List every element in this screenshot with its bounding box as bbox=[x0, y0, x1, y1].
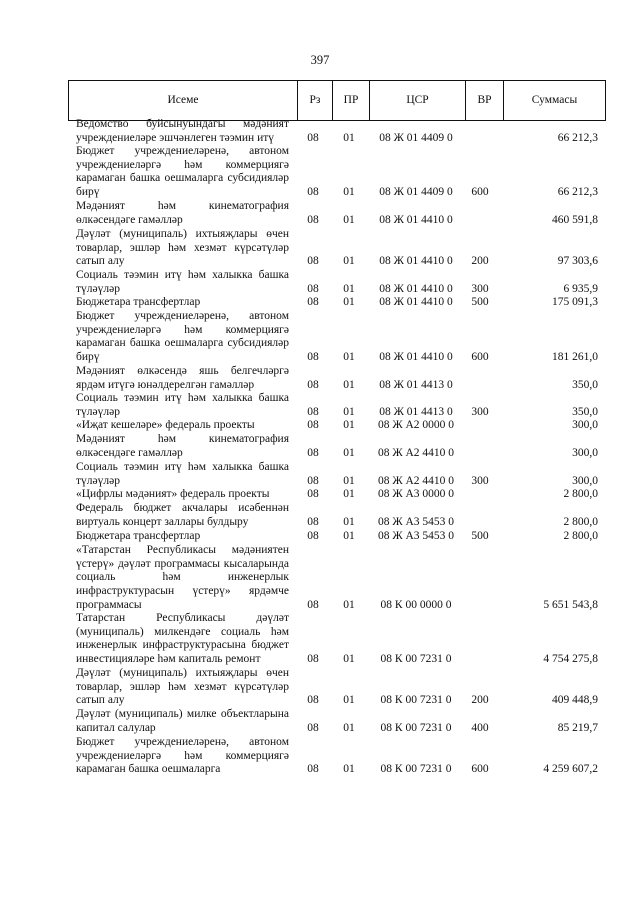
row-pr: 01 bbox=[343, 763, 355, 776]
row-vr: 600 bbox=[471, 186, 489, 199]
row-rz: 08 bbox=[307, 419, 319, 431]
row-pr: 01 bbox=[343, 378, 355, 391]
row-rz: 08 bbox=[307, 405, 319, 418]
row-rz: 08 bbox=[307, 186, 319, 199]
row-pr: 01 bbox=[343, 694, 355, 707]
row-rz: 08 bbox=[307, 474, 319, 487]
row-vr: 500 bbox=[471, 530, 489, 542]
row-csr: 08 Ж А3 0000 0 bbox=[377, 488, 455, 500]
row-sum: 350,0 bbox=[572, 378, 598, 391]
row-vr: 300 bbox=[471, 405, 489, 418]
row-sum: 181 261,0 bbox=[552, 351, 598, 364]
row-csr: 08 Ж 01 4410 0 bbox=[379, 351, 453, 364]
row-vr: 400 bbox=[471, 721, 489, 734]
row-name: Социаль тәэмин итү һәм халыкка башка түләүләр bbox=[76, 392, 289, 418]
row-sum: 97 303,6 bbox=[557, 255, 598, 268]
row-csr: 08 Ж 01 4410 0 bbox=[379, 213, 453, 226]
page-number: 397 bbox=[310, 53, 330, 67]
row-csr: 08 Ж А2 0000 0 bbox=[377, 419, 455, 431]
row-csr: 08 Ж А3 5453 0 bbox=[377, 515, 455, 528]
row-sum: 6 935,9 bbox=[563, 282, 598, 295]
row-name: Татарстан Республикасы дәүләт (муниципаль) милкендәге социаль һәм инженерлык инфраструктурасына бюджет инвестицияләре һәм капиталь ремонт bbox=[76, 612, 289, 666]
row-rz: 08 bbox=[307, 694, 319, 707]
row-csr: 08 Ж А2 4410 0 bbox=[377, 446, 455, 459]
row-pr: 01 bbox=[343, 721, 355, 734]
row-rz: 08 bbox=[307, 351, 319, 364]
row-name: Социаль тәэмин итү һәм халыкка башка түләүләр bbox=[76, 269, 289, 295]
row-name: Социаль тәэмин итү һәм халыкка башка түләүләр bbox=[76, 461, 289, 487]
row-rz: 08 bbox=[307, 721, 319, 734]
row-rz: 08 bbox=[307, 282, 319, 295]
row-name: Дәүләт (муниципаль) милке объектларына капитал салулар bbox=[76, 708, 289, 734]
row-name: Бюджетара трансфертлар bbox=[76, 296, 201, 308]
row-rz: 08 bbox=[307, 530, 319, 542]
row-name: Мәдәният һәм кинематография өлкәсендәге гамәлләр bbox=[76, 200, 289, 226]
row-name: Мәдәният һәм кинематография өлкәсендәге гамәлләр bbox=[76, 433, 289, 459]
row-pr: 01 bbox=[343, 419, 355, 431]
row-csr: 08 Ж 01 4409 0 bbox=[379, 131, 453, 144]
row-pr: 01 bbox=[343, 653, 355, 666]
row-vr: 200 bbox=[471, 694, 489, 707]
row-sum: 300,0 bbox=[572, 474, 598, 487]
row-pr: 01 bbox=[343, 405, 355, 418]
row-rz: 08 bbox=[307, 598, 319, 611]
header-pr: ПР bbox=[333, 81, 370, 120]
row-rz: 08 bbox=[307, 131, 319, 144]
row-vr: 300 bbox=[471, 474, 489, 487]
row-pr: 01 bbox=[343, 474, 355, 487]
row-sum: 2 800,0 bbox=[563, 530, 598, 542]
row-name: Ведомство буйсынуындагы мәдәният учреждениеләре эшчәнлеген тәэмин итү bbox=[76, 118, 289, 144]
row-name: «Цифрлы мәдәният» федераль проекты bbox=[76, 488, 270, 500]
row-pr: 01 bbox=[343, 186, 355, 199]
row-sum: 2 800,0 bbox=[563, 488, 598, 500]
row-name: Бюджетара трансфертлар bbox=[76, 530, 201, 542]
row-csr: 08 К 00 7231 0 bbox=[380, 763, 452, 776]
row-pr: 01 bbox=[343, 446, 355, 459]
header-vr: ВР bbox=[466, 81, 504, 120]
row-pr: 01 bbox=[343, 131, 355, 144]
header-sum: Суммасы bbox=[531, 94, 578, 106]
row-sum: 300,0 bbox=[572, 419, 598, 431]
row-rz: 08 bbox=[307, 446, 319, 459]
row-rz: 08 bbox=[307, 763, 319, 776]
row-pr: 01 bbox=[343, 488, 355, 500]
row-csr: 08 Ж 01 4413 0 bbox=[379, 378, 453, 391]
row-sum: 66 212,3 bbox=[557, 131, 598, 144]
row-name: Дәүләт (муниципаль) ихтыяҗлары өчен товарлар, эшләр һәм хезмәт күрсәтүләр сатып алу bbox=[76, 228, 289, 268]
row-pr: 01 bbox=[343, 296, 355, 308]
table-header bbox=[68, 80, 606, 121]
row-csr: 08 Ж 01 4410 0 bbox=[379, 255, 453, 268]
row-pr: 01 bbox=[343, 598, 355, 611]
row-sum: 300,0 bbox=[572, 446, 598, 459]
row-rz: 08 bbox=[307, 296, 319, 308]
row-pr: 01 bbox=[343, 351, 355, 364]
row-pr: 01 bbox=[343, 213, 355, 226]
row-sum: 409 448,9 bbox=[552, 694, 598, 707]
row-name: Дәүләт (муниципаль) ихтыяҗлары өчен товарлар, эшләр һәм хезмәт күрсәтүләр сатып алу bbox=[76, 667, 289, 707]
row-csr: 08 К 00 7231 0 bbox=[380, 694, 452, 707]
row-sum: 85 219,7 bbox=[557, 721, 598, 734]
row-name: Федераль бюджет акчалары исәбеннән виртуаль концерт заллары булдыру bbox=[76, 502, 289, 528]
row-pr: 01 bbox=[343, 282, 355, 295]
row-vr: 500 bbox=[471, 296, 489, 308]
row-sum: 5 651 543,8 bbox=[543, 598, 598, 611]
row-sum: 175 091,3 bbox=[552, 296, 598, 308]
row-vr: 200 bbox=[471, 255, 489, 268]
row-rz: 08 bbox=[307, 515, 319, 528]
row-csr: 08 Ж 01 4413 0 bbox=[379, 405, 453, 418]
row-vr: 600 bbox=[471, 763, 489, 776]
row-vr: 300 bbox=[471, 282, 489, 295]
row-pr: 01 bbox=[343, 515, 355, 528]
row-sum: 66 212,3 bbox=[557, 186, 598, 199]
row-rz: 08 bbox=[307, 378, 319, 391]
row-csr: 08 Ж 01 4409 0 bbox=[379, 186, 453, 199]
row-pr: 01 bbox=[343, 255, 355, 268]
row-csr: 08 Ж 01 4410 0 bbox=[379, 296, 453, 308]
row-rz: 08 bbox=[307, 653, 319, 666]
row-name: Бюджет учреждениеләренә, автоном учреждениеләргә һәм коммерциягә карамаган башка оешмаларга субсидияләр бирү bbox=[76, 310, 289, 364]
row-name: Бюджет учреждениеләренә, автоном учреждениеләргә һәм коммерциягә карамаган башка оешмаларга субсидияләр бирү bbox=[76, 145, 289, 199]
row-sum: 4 754 275,8 bbox=[543, 653, 598, 666]
row-sum: 460 591,8 bbox=[552, 213, 598, 226]
row-csr: 08 Ж 01 4410 0 bbox=[379, 282, 453, 295]
row-name: «Татарстан Республикасы мәдәниятен үстерү» дәүләт программасы кысаларында социаль һәм инженерлык инфраструктурасын үстерү» ярдәмче программасы bbox=[76, 544, 289, 611]
row-csr: 08 Ж А2 4410 0 bbox=[377, 474, 455, 487]
row-name: «Иҗат кешеләре» федераль проекты bbox=[76, 419, 255, 431]
header-csr: ЦСР bbox=[370, 81, 466, 120]
row-name: Бюджет учреждениеләренә, автоном учреждениеләргә һәм коммерциягә карамаган башка оешмаларга bbox=[76, 736, 289, 776]
row-sum: 350,0 bbox=[572, 405, 598, 418]
row-rz: 08 bbox=[307, 488, 319, 500]
row-rz: 08 bbox=[307, 255, 319, 268]
row-csr: 08 К 00 7231 0 bbox=[380, 653, 452, 666]
row-vr: 600 bbox=[471, 351, 489, 364]
header-name: Исеме bbox=[69, 81, 298, 120]
row-name: Мәдәният өлкәсендә яшь белгечләргә ярдәм итүгә юнәлдерелгән гамәлләр bbox=[76, 365, 289, 391]
row-rz: 08 bbox=[307, 213, 319, 226]
row-sum: 2 800,0 bbox=[563, 515, 598, 528]
row-csr: 08 Ж А3 5453 0 bbox=[377, 530, 455, 542]
row-sum: 4 259 607,2 bbox=[543, 763, 598, 776]
row-csr: 08 К 00 7231 0 bbox=[380, 721, 452, 734]
header-rz: Рз bbox=[298, 81, 333, 120]
row-pr: 01 bbox=[343, 530, 355, 542]
row-csr: 08 К 00 0000 0 bbox=[380, 598, 452, 611]
